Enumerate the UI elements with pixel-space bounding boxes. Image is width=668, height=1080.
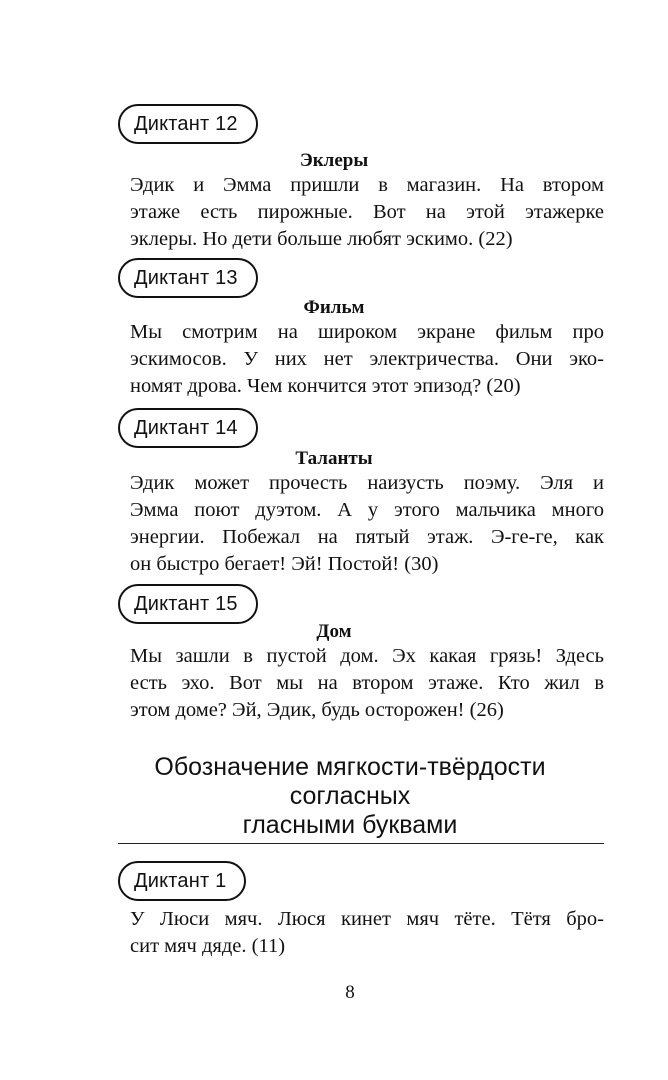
text-line: есть эхо. Вот мы на втором этаже. Кто жил в: [130, 672, 604, 694]
dictation-text-13: [130, 319, 604, 400]
text-line: У Люси мяч. Люся кинет мяч тёте. Тётя бро-: [130, 908, 604, 930]
dictation-badge-12: Диктант 12: [118, 104, 258, 144]
section-divider: [118, 843, 604, 844]
text-line: Мы зашли в пустой дом. Эх какая грязь! Здесь: [130, 645, 604, 667]
dictation-title-12: Эклеры: [299, 150, 369, 171]
page-number: 8: [345, 982, 355, 1003]
dictation-badge-1: Диктант 1: [118, 861, 246, 901]
text-line: этом доме? Эй, Эдик, будь осторожен! (26): [130, 699, 504, 721]
text-line: этаже есть пирожные. Вот на этой этажерке: [130, 201, 604, 223]
text-line: Эмма поют дуэтом. А у этого мальчика много: [130, 499, 604, 521]
dictation-text-1: [130, 906, 604, 960]
dictation-text-15: [130, 643, 604, 724]
dictation-badge-15: Диктант 15: [118, 584, 258, 624]
dictation-text-12: [130, 172, 604, 253]
text-line: сит мяч дяде. (11): [130, 935, 286, 957]
text-line: он быстро бегает! Эй! Постой! (30): [130, 553, 439, 575]
text-line: Мы смотрим на широком экране фильм про: [130, 321, 604, 343]
section-heading-line: гласными буквами: [242, 811, 458, 839]
text-line: эклеры. Но дети больше любят эскимо. (22): [130, 228, 513, 250]
section-heading-line: согласных: [289, 782, 411, 810]
text-line: номят дрова. Чем кончится этот эпизод? (20): [130, 375, 521, 397]
dictation-title-14: Таланты: [295, 448, 373, 469]
dictation-title-13: Фильм: [303, 297, 365, 318]
text-line: энергии. Побежал на пятый этаж. Э-ге-ге, как: [130, 526, 604, 548]
text-line: Эдик и Эмма пришли в магазин. На втором: [130, 174, 604, 196]
dictation-title-15: Дом: [316, 621, 352, 642]
section-heading-line: Обозначение мягкости-твёрдости: [154, 753, 546, 781]
dictation-badge-13: Диктант 13: [118, 258, 258, 298]
dictation-text-14: [130, 470, 604, 578]
text-line: эскимосов. У них нет электричества. Они эко-: [130, 348, 604, 370]
dictation-badge-14: Диктант 14: [118, 408, 258, 448]
section-heading: [0, 753, 668, 840]
text-line: Эдик может прочесть наизусть поэму. Эля и: [130, 472, 604, 494]
